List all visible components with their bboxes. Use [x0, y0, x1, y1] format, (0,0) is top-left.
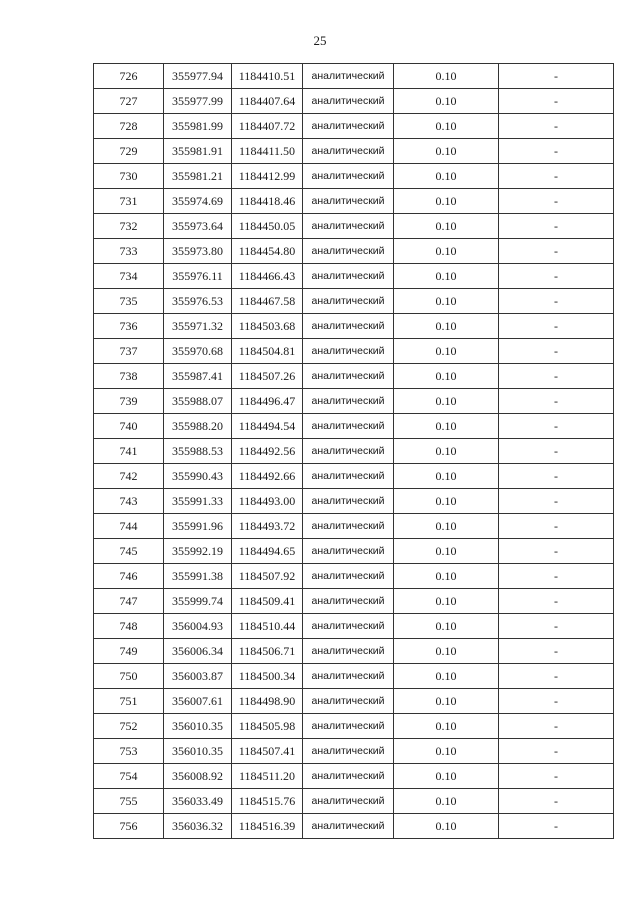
table-row: [94, 214, 614, 239]
y-coordinate-cell: 1184500.34: [232, 664, 303, 689]
method-cell: аналитический: [303, 339, 394, 364]
point-number-cell: 737: [94, 339, 164, 364]
x-coordinate-cell: 356006.34: [164, 639, 232, 664]
y-coordinate-cell: 1184516.39: [232, 814, 303, 839]
note-cell: -: [499, 714, 614, 739]
table-row: [94, 189, 614, 214]
method-cell: аналитический: [303, 389, 394, 414]
x-coordinate-cell: 355970.68: [164, 339, 232, 364]
note-cell: -: [499, 614, 614, 639]
x-coordinate-cell: 355971.32: [164, 314, 232, 339]
method-cell: аналитический: [303, 689, 394, 714]
point-number-cell: 746: [94, 564, 164, 589]
y-coordinate-cell: 1184494.65: [232, 539, 303, 564]
y-coordinate-cell: 1184411.50: [232, 139, 303, 164]
method-cell: аналитический: [303, 789, 394, 814]
note-cell: -: [499, 514, 614, 539]
note-cell: -: [499, 139, 614, 164]
method-cell: аналитический: [303, 489, 394, 514]
note-cell: -: [499, 289, 614, 314]
point-number-cell: 732: [94, 214, 164, 239]
note-cell: -: [499, 564, 614, 589]
table-row: [94, 339, 614, 364]
y-coordinate-cell: 1184504.81: [232, 339, 303, 364]
method-cell: аналитический: [303, 314, 394, 339]
accuracy-cell: 0.10: [394, 739, 499, 764]
x-coordinate-cell: 355988.07: [164, 389, 232, 414]
method-cell: аналитический: [303, 739, 394, 764]
point-number-cell: 736: [94, 314, 164, 339]
note-cell: -: [499, 389, 614, 414]
point-number-cell: 749: [94, 639, 164, 664]
point-number-cell: 744: [94, 514, 164, 539]
y-coordinate-cell: 1184507.92: [232, 564, 303, 589]
note-cell: -: [499, 64, 614, 89]
note-cell: -: [499, 414, 614, 439]
point-number-cell: 756: [94, 814, 164, 839]
y-coordinate-cell: 1184496.47: [232, 389, 303, 414]
accuracy-cell: 0.10: [394, 239, 499, 264]
y-coordinate-cell: 1184507.41: [232, 739, 303, 764]
table-row: [94, 689, 614, 714]
note-cell: -: [499, 314, 614, 339]
accuracy-cell: 0.10: [394, 439, 499, 464]
method-cell: аналитический: [303, 664, 394, 689]
table-row: [94, 514, 614, 539]
note-cell: -: [499, 814, 614, 839]
note-cell: -: [499, 789, 614, 814]
accuracy-cell: 0.10: [394, 789, 499, 814]
x-coordinate-cell: 355981.91: [164, 139, 232, 164]
accuracy-cell: 0.10: [394, 814, 499, 839]
x-coordinate-cell: 355988.20: [164, 414, 232, 439]
table-row: [94, 314, 614, 339]
accuracy-cell: 0.10: [394, 189, 499, 214]
method-cell: аналитический: [303, 764, 394, 789]
y-coordinate-cell: 1184494.54: [232, 414, 303, 439]
coordinates-table-body: [94, 64, 614, 839]
y-coordinate-cell: 1184410.51: [232, 64, 303, 89]
y-coordinate-cell: 1184510.44: [232, 614, 303, 639]
method-cell: аналитический: [303, 139, 394, 164]
method-cell: аналитический: [303, 814, 394, 839]
accuracy-cell: 0.10: [394, 514, 499, 539]
point-number-cell: 738: [94, 364, 164, 389]
y-coordinate-cell: 1184466.43: [232, 264, 303, 289]
method-cell: аналитический: [303, 589, 394, 614]
method-cell: аналитический: [303, 539, 394, 564]
x-coordinate-cell: 356007.61: [164, 689, 232, 714]
accuracy-cell: 0.10: [394, 314, 499, 339]
x-coordinate-cell: 355990.43: [164, 464, 232, 489]
accuracy-cell: 0.10: [394, 139, 499, 164]
point-number-cell: 729: [94, 139, 164, 164]
y-coordinate-cell: 1184454.80: [232, 239, 303, 264]
method-cell: аналитический: [303, 264, 394, 289]
point-number-cell: 726: [94, 64, 164, 89]
table-row: [94, 739, 614, 764]
table-row: [94, 814, 614, 839]
point-number-cell: 733: [94, 239, 164, 264]
table-row: [94, 489, 614, 514]
table-row: [94, 64, 614, 89]
point-number-cell: 747: [94, 589, 164, 614]
table-row: [94, 114, 614, 139]
y-coordinate-cell: 1184407.72: [232, 114, 303, 139]
x-coordinate-cell: 355976.53: [164, 289, 232, 314]
x-coordinate-cell: 355977.94: [164, 64, 232, 89]
x-coordinate-cell: 356004.93: [164, 614, 232, 639]
method-cell: аналитический: [303, 564, 394, 589]
page-number: 25: [313, 33, 327, 48]
accuracy-cell: 0.10: [394, 214, 499, 239]
point-number-cell: 745: [94, 539, 164, 564]
coordinates-table: [93, 63, 614, 839]
point-number-cell: 743: [94, 489, 164, 514]
point-number-cell: 740: [94, 414, 164, 439]
note-cell: -: [499, 589, 614, 614]
table-row: [94, 264, 614, 289]
table-row: [94, 439, 614, 464]
y-coordinate-cell: 1184505.98: [232, 714, 303, 739]
table-row: [94, 164, 614, 189]
point-number-cell: 741: [94, 439, 164, 464]
x-coordinate-cell: 356010.35: [164, 714, 232, 739]
method-cell: аналитический: [303, 114, 394, 139]
note-cell: -: [499, 664, 614, 689]
point-number-cell: 739: [94, 389, 164, 414]
note-cell: -: [499, 189, 614, 214]
accuracy-cell: 0.10: [394, 164, 499, 189]
point-number-cell: 750: [94, 664, 164, 689]
note-cell: -: [499, 264, 614, 289]
point-number-cell: 751: [94, 689, 164, 714]
note-cell: -: [499, 739, 614, 764]
table-row: [94, 764, 614, 789]
accuracy-cell: 0.10: [394, 539, 499, 564]
x-coordinate-cell: 355991.38: [164, 564, 232, 589]
accuracy-cell: 0.10: [394, 64, 499, 89]
y-coordinate-cell: 1184492.56: [232, 439, 303, 464]
method-cell: аналитический: [303, 514, 394, 539]
table-row: [94, 89, 614, 114]
note-cell: -: [499, 764, 614, 789]
method-cell: аналитический: [303, 89, 394, 114]
accuracy-cell: 0.10: [394, 689, 499, 714]
accuracy-cell: 0.10: [394, 489, 499, 514]
note-cell: -: [499, 239, 614, 264]
table-row: [94, 639, 614, 664]
point-number-cell: 748: [94, 614, 164, 639]
point-number-cell: 730: [94, 164, 164, 189]
y-coordinate-cell: 1184515.76: [232, 789, 303, 814]
method-cell: аналитический: [303, 639, 394, 664]
y-coordinate-cell: 1184412.99: [232, 164, 303, 189]
table-row: [94, 714, 614, 739]
accuracy-cell: 0.10: [394, 364, 499, 389]
x-coordinate-cell: 355973.64: [164, 214, 232, 239]
y-coordinate-cell: 1184450.05: [232, 214, 303, 239]
accuracy-cell: 0.10: [394, 339, 499, 364]
y-coordinate-cell: 1184493.72: [232, 514, 303, 539]
table-row: [94, 539, 614, 564]
point-number-cell: 752: [94, 714, 164, 739]
x-coordinate-cell: 356036.32: [164, 814, 232, 839]
table-row: [94, 389, 614, 414]
accuracy-cell: 0.10: [394, 639, 499, 664]
method-cell: аналитический: [303, 64, 394, 89]
x-coordinate-cell: 355988.53: [164, 439, 232, 464]
table-row: [94, 789, 614, 814]
y-coordinate-cell: 1184407.64: [232, 89, 303, 114]
table-row: [94, 289, 614, 314]
point-number-cell: 753: [94, 739, 164, 764]
y-coordinate-cell: 1184511.20: [232, 764, 303, 789]
accuracy-cell: 0.10: [394, 664, 499, 689]
accuracy-cell: 0.10: [394, 589, 499, 614]
accuracy-cell: 0.10: [394, 264, 499, 289]
x-coordinate-cell: 355992.19: [164, 539, 232, 564]
note-cell: -: [499, 114, 614, 139]
x-coordinate-cell: 355991.96: [164, 514, 232, 539]
x-coordinate-cell: 355991.33: [164, 489, 232, 514]
table-row: [94, 139, 614, 164]
x-coordinate-cell: 355977.99: [164, 89, 232, 114]
y-coordinate-cell: 1184418.46: [232, 189, 303, 214]
accuracy-cell: 0.10: [394, 564, 499, 589]
accuracy-cell: 0.10: [394, 114, 499, 139]
method-cell: аналитический: [303, 189, 394, 214]
method-cell: аналитический: [303, 464, 394, 489]
note-cell: -: [499, 439, 614, 464]
y-coordinate-cell: 1184503.68: [232, 314, 303, 339]
point-number-cell: 727: [94, 89, 164, 114]
y-coordinate-cell: 1184492.66: [232, 464, 303, 489]
note-cell: -: [499, 214, 614, 239]
method-cell: аналитический: [303, 289, 394, 314]
accuracy-cell: 0.10: [394, 464, 499, 489]
method-cell: аналитический: [303, 364, 394, 389]
x-coordinate-cell: 355981.99: [164, 114, 232, 139]
y-coordinate-cell: 1184498.90: [232, 689, 303, 714]
point-number-cell: 754: [94, 764, 164, 789]
table-row: [94, 464, 614, 489]
note-cell: -: [499, 539, 614, 564]
method-cell: аналитический: [303, 239, 394, 264]
table-row: [94, 239, 614, 264]
note-cell: -: [499, 339, 614, 364]
table-row: [94, 614, 614, 639]
table-row: [94, 414, 614, 439]
point-number-cell: 728: [94, 114, 164, 139]
y-coordinate-cell: 1184467.58: [232, 289, 303, 314]
accuracy-cell: 0.10: [394, 714, 499, 739]
accuracy-cell: 0.10: [394, 289, 499, 314]
method-cell: аналитический: [303, 414, 394, 439]
point-number-cell: 731: [94, 189, 164, 214]
accuracy-cell: 0.10: [394, 89, 499, 114]
x-coordinate-cell: 355976.11: [164, 264, 232, 289]
point-number-cell: 755: [94, 789, 164, 814]
table-row: [94, 589, 614, 614]
y-coordinate-cell: 1184509.41: [232, 589, 303, 614]
x-coordinate-cell: 355973.80: [164, 239, 232, 264]
note-cell: -: [499, 639, 614, 664]
y-coordinate-cell: 1184506.71: [232, 639, 303, 664]
accuracy-cell: 0.10: [394, 614, 499, 639]
y-coordinate-cell: 1184493.00: [232, 489, 303, 514]
x-coordinate-cell: 356008.92: [164, 764, 232, 789]
y-coordinate-cell: 1184507.26: [232, 364, 303, 389]
accuracy-cell: 0.10: [394, 414, 499, 439]
point-number-cell: 735: [94, 289, 164, 314]
x-coordinate-cell: 355974.69: [164, 189, 232, 214]
accuracy-cell: 0.10: [394, 389, 499, 414]
x-coordinate-cell: 355981.21: [164, 164, 232, 189]
table-row: [94, 564, 614, 589]
x-coordinate-cell: 356033.49: [164, 789, 232, 814]
x-coordinate-cell: 355987.41: [164, 364, 232, 389]
method-cell: аналитический: [303, 214, 394, 239]
table-row: [94, 364, 614, 389]
accuracy-cell: 0.10: [394, 764, 499, 789]
x-coordinate-cell: 356010.35: [164, 739, 232, 764]
note-cell: -: [499, 689, 614, 714]
note-cell: -: [499, 164, 614, 189]
point-number-cell: 742: [94, 464, 164, 489]
note-cell: -: [499, 364, 614, 389]
note-cell: -: [499, 89, 614, 114]
note-cell: -: [499, 489, 614, 514]
note-cell: -: [499, 464, 614, 489]
point-number-cell: 734: [94, 264, 164, 289]
table-row: [94, 664, 614, 689]
x-coordinate-cell: 355999.74: [164, 589, 232, 614]
method-cell: аналитический: [303, 714, 394, 739]
method-cell: аналитический: [303, 439, 394, 464]
x-coordinate-cell: 356003.87: [164, 664, 232, 689]
method-cell: аналитический: [303, 164, 394, 189]
method-cell: аналитический: [303, 614, 394, 639]
